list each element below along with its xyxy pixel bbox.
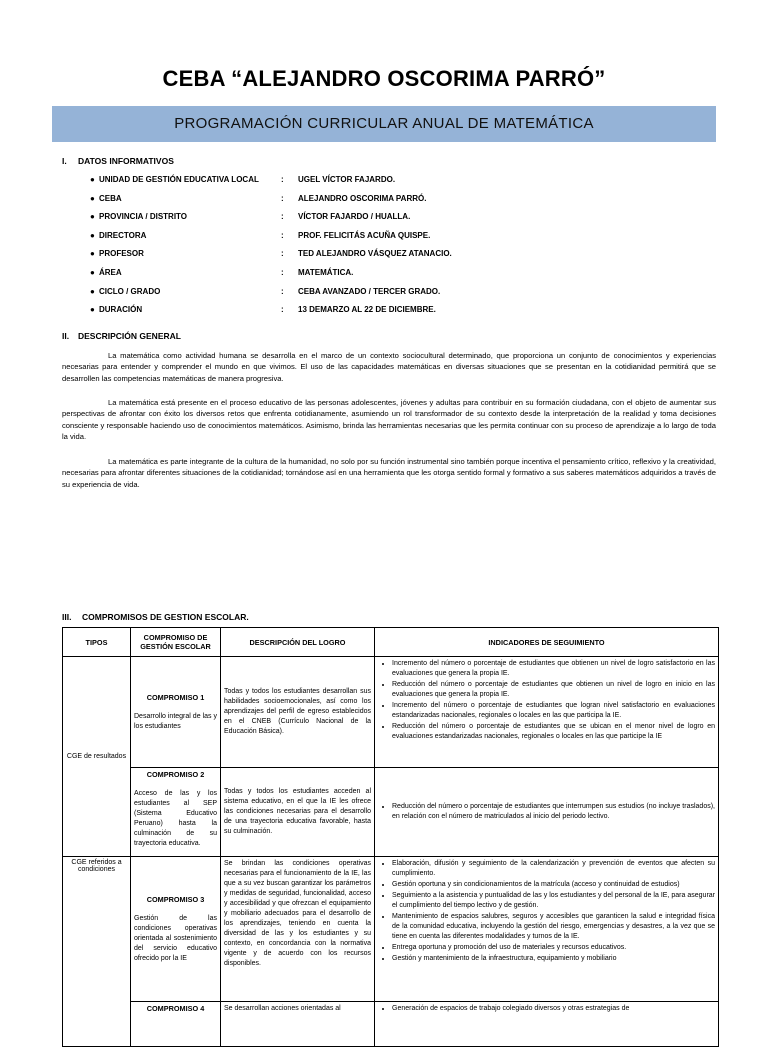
indicadores-cell bbox=[375, 857, 719, 1002]
section-title: DATOS INFORMATIVOS bbox=[78, 156, 174, 166]
datos-item: ● CEBA : ALEJANDRO OSCORIMA PARRÓ. bbox=[90, 193, 427, 203]
header-tipos: TIPOS bbox=[63, 628, 131, 657]
compromiso-cell bbox=[131, 857, 221, 1002]
header-compromiso: COMPROMISO DE GESTIÓN ESCOLAR bbox=[131, 628, 221, 657]
compromiso-desc: Acceso de las y los estudiantes al SEP (Sistema Educativo Peruano) hasta la culminación de su trayectoria educativa. bbox=[134, 790, 217, 847]
compromiso-title: COMPROMISO 1 bbox=[146, 692, 205, 702]
datos-list bbox=[90, 174, 710, 323]
indicator-item: • Reducción del número o porcentaje de estudiantes que interrumpen sus estudios (no incluye traslados), en relación con el número de matriculados al inicio del periodo lectivo. bbox=[392, 802, 715, 822]
section-heading-descripcion bbox=[62, 331, 181, 341]
indicadores-cell bbox=[375, 657, 719, 768]
indicator-item: • Gestión y mantenimiento de la infraestructura, equipamiento y mobiliario bbox=[392, 954, 715, 964]
paragraph: La matemática está presente en el proceso educativo de las personas adolescentes, jóvenes y adultas para contribuir en su formación ciudadana, con el objeto de aumentar sus perspectivas de afrontar con éxito los diversos retos que enfrenta cotidianamente, asumiendo un rol transformador de su contexto desde la interpretación de la realidad y toma decisiones consciente y responsable haciendo uso de conocimientos matemáticos. Asimismo, brinda las herramientas necesarias que les permita continuar con su proceso de aprendizaje a lo largo de toda la vida. bbox=[62, 398, 716, 442]
table-row bbox=[63, 657, 719, 768]
logro-cell: Se brindan las condiciones operativas necesarias para el funcionamiento de la IE, las que a su vez buscan garantizar los parámetros y medidas de seguridad, funcionalidad, acceso y accesibilidad y que ofrezcan el equipamiento y mobiliario adecuados para el desarrollo de los aprendizajes, teniendo en cuenta la diversidad de las y los estudiantes y su contexto, en concordancia con la normativa vigente y de acuerdo con los recursos disponibles. bbox=[221, 857, 375, 1002]
paragraph: La matemática como actividad humana se desarrolla en el marco de un contexto sociocultural determinado, que proporciona un conjunto de conocimientos y experiencias necesarias para entender y comprender el mundo en que vivimos. El uso de las capacidades matemáticas en diversas situaciones que se presentan en la cotidianidad permitirá que se desarrollen las competencias matemáticas de manera progresiva. bbox=[62, 351, 716, 383]
indicator-item: • Elaboración, difusión y seguimiento de la calendarización y prevención de eventos que afecten su cumplimiento. bbox=[392, 859, 715, 879]
section-title: DESCRIPCIÓN GENERAL bbox=[78, 331, 181, 341]
section-title: COMPROMISOS DE GESTION ESCOLAR. bbox=[82, 612, 249, 622]
table-header-row bbox=[63, 628, 719, 657]
datos-item: ● ÁREA : MATEMÁTICA. bbox=[90, 267, 354, 277]
table-row bbox=[63, 768, 719, 857]
compromiso-cell bbox=[131, 657, 221, 768]
section-number: II. bbox=[62, 331, 70, 341]
logro-cell: Se desarrollan acciones orientadas al bbox=[221, 1002, 375, 1047]
indicator-item: • Generación de espacios de trabajo colegiado diversos y otras estrategias de bbox=[392, 1004, 715, 1014]
paragraph: La matemática es parte integrante de la cultura de la humanidad, no solo por su función instrumental sino también porque incentiva el pensamiento crítico, reflexivo y la creatividad, necesarias para afrontar diferentes situaciones de la cotidianidad; tornándose así en una herramienta que les otorga sentido formal y formativo a sus saberes matemáticos adquiridos a través de su experiencia de vida. bbox=[62, 457, 716, 489]
indicator-item: • Entrega oportuna y promoción del uso de materiales y recursos educativos. bbox=[392, 943, 715, 953]
datos-item: ● UNIDAD DE GESTIÓN EDUCATIVA LOCAL : UGEL VÍCTOR FAJARDO. bbox=[90, 175, 396, 184]
datos-item: ● PROFESOR : TED ALEJANDRO VÁSQUEZ ATANACIO. bbox=[90, 249, 452, 259]
section-number: III. bbox=[62, 612, 72, 622]
subtitle-banner bbox=[52, 106, 716, 142]
datos-item: ● DURACIÓN : 13 DEMARZO AL 22 DE DICIEMBRE. bbox=[90, 305, 436, 315]
compromiso-cell bbox=[131, 1002, 221, 1047]
logro-cell: Todas y todos los estudiantes acceden al sistema educativo, en el que la IE les ofrece las condiciones necesarias para el desarrollo de una trayectoria educativa favorable, hasta su culminación. bbox=[221, 768, 375, 857]
indicator-item: • Reducción del número o porcentaje de estudiantes que obtienen un nivel de logro en inicio en las evaluaciones que genera la propia IE. bbox=[392, 680, 715, 700]
section-heading-compromisos bbox=[62, 612, 249, 622]
table-row bbox=[63, 1002, 719, 1047]
compromiso-desc: Desarrollo integral de las y los estudiantes bbox=[134, 712, 217, 730]
datos-item: ● DIRECTORA : PROF. FELICITÁS ACUÑA QUISPE. bbox=[90, 230, 431, 240]
subtitle-text: PROGRAMACIÓN CURRICULAR ANUAL DE MATEMÁTICA bbox=[174, 115, 594, 132]
datos-item: ● PROVINCIA / DISTRITO : VÍCTOR FAJARDO / HUALLA. bbox=[90, 212, 411, 222]
compromiso-title: COMPROMISO 3 bbox=[146, 894, 205, 904]
datos-item: ● CICLO / GRADO : CEBA AVANZADO / TERCER GRADO. bbox=[90, 286, 441, 296]
compromiso-desc: Gestión de las condiciones operativas orientada al sostenimiento del servicio educativo ofrecido por la IE bbox=[134, 914, 217, 962]
section-number: I. bbox=[62, 156, 67, 166]
indicadores-cell bbox=[375, 1002, 719, 1047]
compromiso-title: COMPROMISO 4 bbox=[146, 1004, 205, 1013]
header-descripcion: DESCRIPCIÓN DEL LOGRO bbox=[221, 628, 375, 657]
indicator-item: • Seguimiento a la asistencia y puntualidad de las y los estudiantes y del personal de la IE, para asegurar el cumplimiento del tiempo lectivo y de gestión. bbox=[392, 891, 715, 911]
section-heading-datos bbox=[62, 156, 174, 166]
tipo-cell: CGE de resultados bbox=[63, 657, 131, 857]
indicator-item: • Mantenimiento de espacios salubres, seguros y accesibles que garanticen la salud e integridad física de la comunidad educativa, incluyendo la gestión del riesgo, emergencias y desastres, a la vez que se tiene en cuenta las diferentes modalidades y turnos de la IE. bbox=[392, 912, 715, 942]
logro-cell: Todas y todos los estudiantes desarrollan sus habilidades socioemocionales, así como los aprendizajes del perfil de egreso establecidos en el CNEB (Currículo Nacional de la Educación Básica). bbox=[221, 657, 375, 768]
indicator-item: • Incremento del número o porcentaje de estudiantes que logran nivel satisfactorio en evaluaciones estandarizadas nacionales, regionales o locales en las que participa la IE. bbox=[392, 701, 715, 721]
indicator-item: • Incremento del número o porcentaje de estudiantes que obtienen un nivel de logro satisfactorio en las evaluaciones que genera la propia IE. bbox=[392, 659, 715, 679]
indicadores-cell bbox=[375, 768, 719, 857]
document-title: CEBA “ALEJANDRO OSCORIMA PARRÓ” bbox=[162, 66, 606, 91]
indicator-item: • Reducción del número o porcentaje de estudiantes que se ubican en el menor nivel de logro en evaluaciones estandarizadas nacionales, regionales o locales en las que participe la IE bbox=[392, 722, 715, 742]
tipo-cell: CGE referidos a condiciones bbox=[63, 857, 131, 1047]
header-indicadores: INDICADORES DE SEGUIMIENTO bbox=[375, 628, 719, 657]
compromiso-cell bbox=[131, 768, 221, 857]
indicator-item: • Gestión oportuna y sin condicionamientos de la matrícula (acceso y continuidad de estudios) bbox=[392, 880, 715, 890]
table-row bbox=[63, 857, 719, 1002]
compromiso-title: COMPROMISO 2 bbox=[146, 770, 205, 779]
compromisos-table bbox=[62, 627, 719, 1047]
